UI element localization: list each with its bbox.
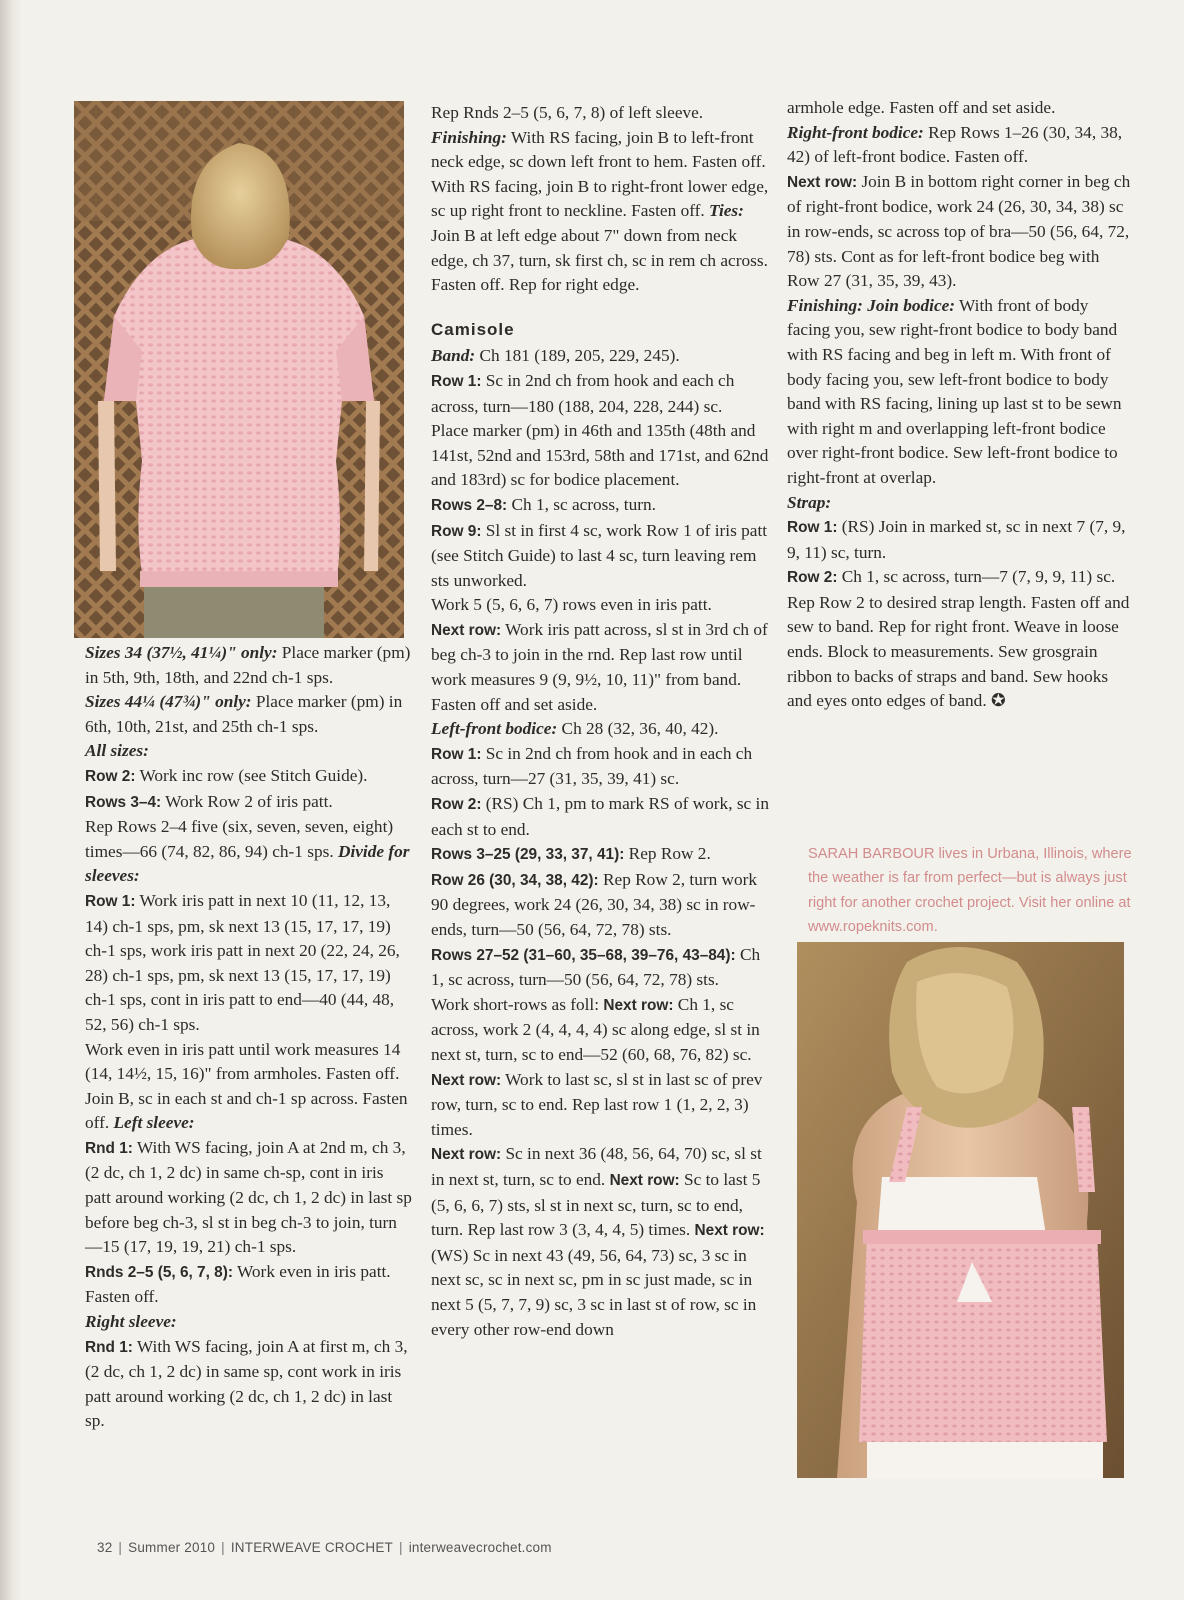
- instruction-text: Join B in bottom right corner in beg ch of right-front bodice, work 24 (26, 30, 34, 38) sc in row-ends, sc across top of bra—50 (56, 64, 72, 78) sts. Cont as for left-front bodice beg with Row 27 (31, 35, 39, 43).: [787, 171, 1131, 291]
- instruction-paragraph: [787, 591, 1132, 714]
- instruction-text: With WS facing, join A at first m, ch 3, (2 dc, ch 1, 2 dc) in same sp, cont work in iris patt around working (2 dc, ch 1, 2 dc) in last sp.: [85, 1336, 408, 1431]
- instruction-text: Rep Rows 2–4 five (six, seven, seven, eight) times—66 (74, 82, 86, 94) ch-1 sps.: [85, 817, 394, 861]
- instruction-paragraph: [85, 764, 413, 790]
- section-label: Right-front bodice:: [787, 122, 924, 142]
- row-label: Next row:: [787, 173, 858, 191]
- section-label: Sizes 34 (37½, 41¼)" only:: [85, 643, 278, 662]
- instruction-text: Sl st in first 4 sc, work Row 1 of iris patt (see Stitch Guide) to last 4 sc, turn leaving rem sts unworked.: [431, 520, 768, 590]
- instruction-paragraph: [787, 170, 1132, 294]
- instruction-paragraph: [431, 519, 771, 594]
- row-label: Rnd 1:: [85, 1139, 133, 1157]
- row-label: Row 1:: [431, 372, 482, 390]
- instruction-text: Work Row 2 of iris patt.: [161, 791, 333, 811]
- instruction-paragraph: [85, 1310, 413, 1335]
- instruction-text: Ch 1, sc across, work 2 (4, 4, 4, 4) sc along edge, sl st in next st, turn, sc to end—52 (60, 68, 76, 82) sc.: [431, 994, 760, 1064]
- instruction-text: Work inc row (see Stitch Guide).: [135, 765, 368, 785]
- row-label: Row 26 (30, 34, 38, 42):: [431, 871, 599, 889]
- instruction-paragraph: [431, 742, 771, 792]
- instruction-text: Ch 1, sc across, turn.: [507, 494, 656, 514]
- designer-bio: SARAH BARBOUR lives in Urbana, Illinois, where the weather is far from perfect—but is always just right for another crochet project. Visit her online at www.ropeknits.com.: [808, 846, 1132, 936]
- page-spine-shadow: [0, 0, 22, 1600]
- row-label: Rows 27–52 (31–60, 35–68, 39–76, 43–84):: [431, 946, 736, 964]
- section-label: Left sleeve:: [113, 1113, 195, 1133]
- instruction-text: Work iris patt in next 10 (11, 12, 13, 14) ch-1 sps, pm, sk next 13 (15, 17, 17, 19) ch-1 sps, work iris patt in next 20 (22, 24, 26, 28) ch-1 sps, pm, sk next 13 (15, 17, 17, 19) ch-1 sps, cont in iris patt to end—40 (44, 48, 52, 56) ch-1 sps.: [85, 890, 400, 1034]
- instruction-paragraph: [787, 294, 1132, 491]
- instruction-paragraph: [431, 593, 771, 618]
- instruction-text: Sc in next 36 (48, 56, 64, 70) sc, sl st in next st, turn, sc to end.: [431, 1144, 762, 1189]
- instruction-text: Sc in 2nd ch from hook and in each ch across, turn—27 (31, 35, 39, 41) sc.: [431, 743, 753, 789]
- instruction-text: Join B at left edge about 7" down from neck edge, ch 37, turn, sk first ch, sc in rem ch across. Fasten off. Rep for right edge.: [431, 225, 768, 295]
- instruction-paragraph: [431, 344, 771, 369]
- section-label: Right sleeve:: [85, 1312, 177, 1332]
- instruction-paragraph: [85, 815, 413, 889]
- instruction-text: Rep Rows 1–26 (30, 34, 38, 42) of left-front bodice. Fasten off.: [787, 122, 1123, 167]
- instruction-paragraph: [431, 1142, 771, 1342]
- row-label: Row 1:: [431, 745, 482, 763]
- row-label: Next row:: [694, 1222, 765, 1240]
- instruction-paragraph: [431, 842, 771, 868]
- issue-label: Summer 2010: [128, 1540, 216, 1555]
- row-label: Row 1:: [787, 519, 838, 537]
- instruction-paragraph: [85, 1335, 413, 1434]
- row-label: Next row:: [603, 996, 674, 1014]
- instructions-column-3: [787, 96, 1132, 714]
- instruction-text: armhole edge. Fasten off and set aside.: [787, 98, 1056, 117]
- instruction-text: (RS) Ch 1, pm to mark RS of work, sc in each st to end.: [431, 794, 769, 839]
- row-label: Row 1:: [85, 892, 136, 910]
- section-label: Strap:: [787, 492, 832, 512]
- instruction-text: With WS facing, join A at 2nd m, ch 3, (2 dc, ch 1, 2 dc) in same ch-sp, cont in iris patt around working (2 dc, ch 1, 2 dc) in last sp before beg ch-3, sl st in beg ch-3 to join, turn—15 (17, 19, 19, 21) ch-1 sps.: [85, 1137, 412, 1257]
- instruction-paragraph: [85, 1136, 413, 1260]
- row-label: Next row:: [431, 1146, 502, 1164]
- section-label: Finishing: Join bodice:: [787, 295, 956, 315]
- instruction-paragraph: [787, 565, 1132, 591]
- instruction-paragraph: [431, 792, 771, 842]
- instruction-paragraph: [787, 121, 1132, 170]
- section-label: Finishing:: [431, 127, 507, 147]
- row-label: Rows 3–25 (29, 33, 37, 41):: [431, 846, 625, 864]
- row-label: Row 2:: [787, 569, 838, 587]
- section-label: Divide for sleeves:: [85, 841, 410, 886]
- section-label: Left-front bodice:: [431, 719, 558, 739]
- instruction-paragraph: [85, 641, 413, 690]
- row-label: Row 2:: [85, 767, 136, 785]
- instruction-paragraph: [85, 690, 413, 739]
- row-label: Rnds 2–5 (5, 6, 7, 8):: [85, 1263, 233, 1281]
- instruction-text: Work to last sc, sl st in last sc of prev row, turn, sc to end. Rep last row 1 (1, 2, 2, 3) times.: [431, 1069, 763, 1139]
- section-label: Ties:: [709, 201, 744, 221]
- instruction-paragraph: [431, 618, 771, 717]
- instruction-paragraph: [431, 101, 771, 298]
- instruction-text: Rep Row 2 to desired strap length. Fasten off and sew to band. Rep for right front. Weave in loose ends. Block to measurements. Sew grosgrain ribbon to backs of straps and band. Sew hooks and eyes onto edges of band. ✪: [787, 592, 1130, 711]
- row-label: Rows 2–8:: [431, 496, 508, 514]
- photo-lace-top-back: [74, 101, 404, 638]
- row-label: Next row:: [609, 1171, 680, 1189]
- instruction-text: Ch 1, sc across, turn—50 (56, 64, 72, 78) sts.: [431, 944, 761, 990]
- instruction-paragraph: [787, 96, 1132, 121]
- row-label: Row 2:: [431, 796, 482, 814]
- section-label: All sizes:: [85, 741, 149, 761]
- instruction-text: Sc in 2nd ch from hook and each ch across, turn—180 (188, 204, 228, 244) sc.: [431, 370, 735, 416]
- section-label: Band:: [431, 346, 476, 366]
- instruction-paragraph: [431, 493, 771, 519]
- instruction-text: Work even in iris patt. Fasten off.: [85, 1261, 391, 1307]
- instruction-text: Work iris patt across, sl st in 3rd ch of beg ch-3 to join in the rnd. Rep last row until work measures 9 (9, 9½, 10, 11)" from band. Fasten off and set aside.: [431, 619, 768, 714]
- instruction-text: Place marker (pm) in 5th, 9th, 18th, and 22nd ch-1 sps.: [85, 643, 411, 687]
- instruction-paragraph: [85, 1260, 413, 1310]
- instruction-paragraph: [85, 790, 413, 816]
- instruction-paragraph: [431, 943, 771, 993]
- instruction-paragraph: [431, 993, 771, 1143]
- section-label: Sizes 44¼ (47¾)" only:: [85, 692, 252, 712]
- instruction-paragraph: [85, 739, 413, 764]
- instruction-paragraph: [431, 868, 771, 943]
- instruction-text: Ch 28 (32, 36, 40, 42).: [557, 719, 719, 739]
- instruction-text: (RS) Join in marked st, sc in next 7 (7, 9, 9, 11) sc, turn.: [787, 517, 1126, 562]
- row-label: Row 9:: [431, 522, 482, 540]
- instruction-text: Rep Rnds 2–5 (5, 6, 7, 8) of left sleeve.: [431, 103, 704, 122]
- photo-camisole-back: [797, 942, 1124, 1478]
- instruction-text: Work 5 (5, 6, 6, 7) rows even in iris patt.: [431, 595, 712, 615]
- page-footer: 32 | Summer 2010 | INTERWEAVE CROCHET | interweavecrochet.com: [97, 1540, 552, 1555]
- instruction-paragraph: [787, 515, 1132, 565]
- instruction-text: With front of body facing you, sew right-front bodice to body band with RS facing and beg in left m. With front of body facing you, sew left-front bodice to body band with RS facing, lining up last st to be sewn with right m and overlapping left-front bodice over right-front bodice. Sew left-front bodice to right-front at overlap.: [787, 295, 1122, 487]
- instruction-paragraph: [85, 889, 413, 1038]
- instruction-text: Work short-rows as foll:: [431, 994, 604, 1014]
- instruction-paragraph: [787, 491, 1132, 516]
- row-label: Next row:: [431, 1071, 502, 1089]
- instruction-paragraph: [431, 369, 771, 419]
- instruction-text: Place marker (pm) in 6th, 10th, 21st, and 25th ch-1 sps.: [85, 692, 403, 736]
- instruction-text: Place marker (pm) in 46th and 135th (48th and 141st, 52nd and 153rd, 58th and 171st, and 62nd and 183rd) sc for bodice placement.: [431, 421, 769, 490]
- instructions-column-2: [431, 101, 771, 1342]
- instruction-text: With RS facing, join B to left-front neck edge, sc down left front to hem. Fasten off. With RS facing, join B to right-front lower edge, sc up right front to neckline. Fasten off.: [431, 127, 769, 221]
- instruction-text: Work even in iris patt until work measures 14 (14, 14½, 15, 16)" from armholes. Fasten off. Join B, sc in each st and ch-1 sp across. Fasten off.: [85, 1039, 408, 1133]
- instruction-text: Rep Row 2.: [624, 844, 711, 864]
- magazine-name: INTERWEAVE CROCHET: [230, 1540, 393, 1555]
- magazine-url[interactable]: interweavecrochet.com: [408, 1540, 552, 1555]
- instruction-text: (WS) Sc in next 43 (49, 56, 64, 73) sc, 3 sc in next sc, sc in next sc, pm in sc just made, sc in next 5 (5, 7, 7, 9) sc, 3 sc in last st of row, sc in every other row-end down: [431, 1245, 757, 1339]
- row-label: Next row:: [431, 621, 502, 639]
- row-label: Rnd 1:: [85, 1338, 133, 1356]
- section-heading: Camisole: [431, 319, 515, 339]
- row-label: Rows 3–4:: [85, 793, 162, 811]
- instruction-text: Sc to last 5 (5, 6, 6, 7) sts, sl st in next sc, turn, sc to end, turn. Rep last row 3 (3, 4, 4, 5) times.: [431, 1169, 761, 1240]
- instruction-paragraph: [431, 717, 771, 742]
- instruction-text: Ch 181 (189, 205, 229, 245).: [475, 346, 680, 366]
- instruction-text: Ch 1, sc across, turn—7 (7, 9, 9, 11) sc.: [837, 567, 1116, 587]
- instruction-paragraph: [85, 1038, 413, 1136]
- instructions-column-1: [85, 641, 413, 1434]
- page-number: 32: [97, 1540, 113, 1555]
- instruction-text: Rep Row 2, turn work 90 degrees, work 24 (26, 30, 34, 38) sc in row-ends, turn—50 (56, 64, 72, 78) sts.: [431, 869, 758, 939]
- instruction-paragraph: [431, 419, 771, 493]
